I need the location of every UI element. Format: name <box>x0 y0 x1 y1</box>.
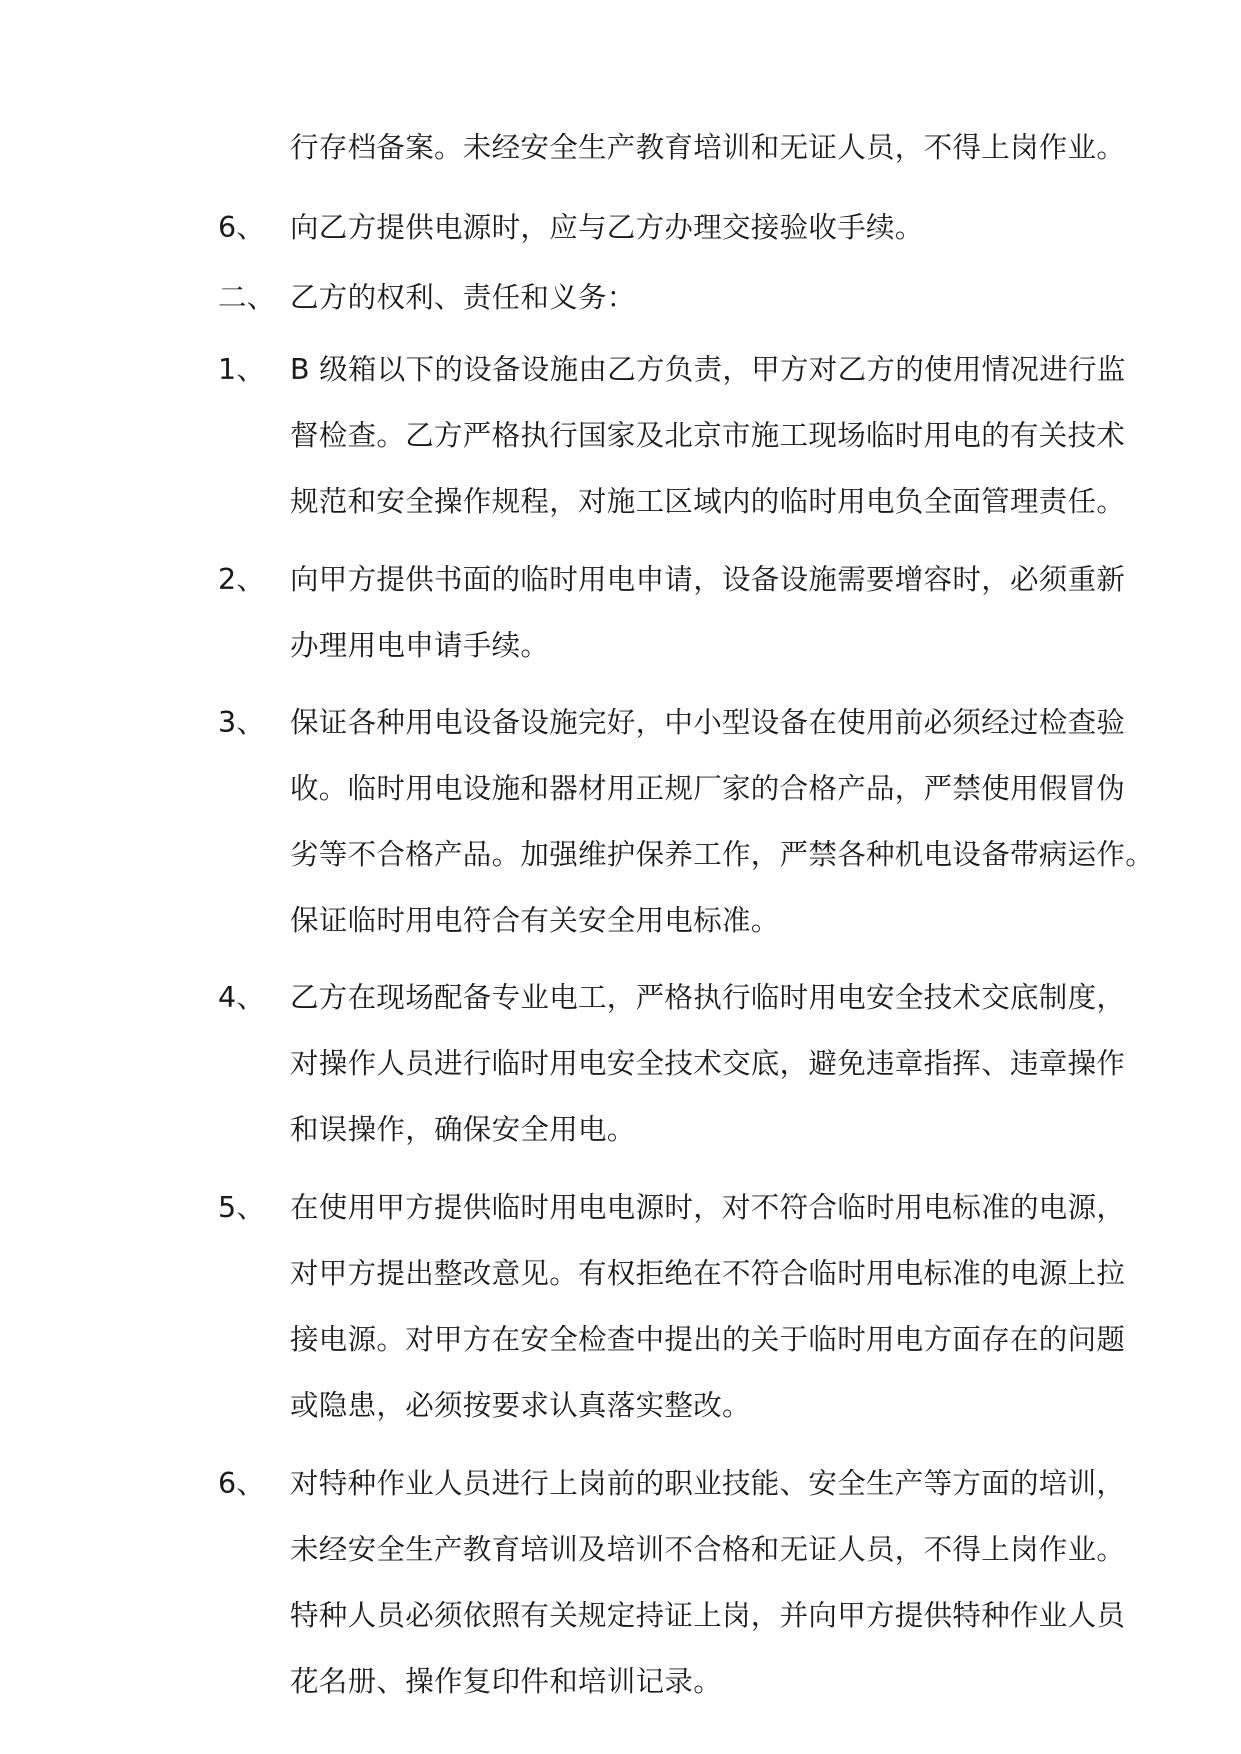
item-number: 5、 <box>218 1191 266 1224</box>
item-text-line: 向甲方提供书面的临时用电申请，设备设施需要增容时，必须重新 <box>290 563 1126 596</box>
item-text-line: 收。临时用电设施和器材用正规厂家的合格产品，严禁使用假冒伪 <box>290 772 1126 805</box>
item-number: 6、 <box>218 1467 266 1500</box>
continuation-line: 行存档备案。未经安全生产教育培训和无证人员，不得上岗作业。 <box>290 131 1126 164</box>
item-number: 3、 <box>218 706 266 739</box>
item-text-line: 对特种作业人员进行上岗前的职业技能、安全生产等方面的培训， <box>290 1467 1126 1500</box>
item-text-line: 特种人员必须依照有关规定持证上岗，并向甲方提供特种作业人员 <box>290 1599 1126 1632</box>
item-text-line: B 级箱以下的设备设施由乙方负责，甲方对乙方的使用情况进行监 <box>290 353 1126 386</box>
item-text-line: 保证各种用电设备设施完好，中小型设备在使用前必须经过检查验 <box>290 706 1126 739</box>
item-number: 4、 <box>218 981 266 1014</box>
section-number: 二、 <box>218 281 276 314</box>
item-text-line: 未经安全生产教育培训及培训不合格和无证人员，不得上岗作业。 <box>290 1533 1126 1566</box>
item-text-line: 乙方在现场配备专业电工，严格执行临时用电安全技术交底制度， <box>290 981 1126 1014</box>
item-text-line: 接电源。对甲方在安全检查中提出的关于临时用电方面存在的问题 <box>290 1323 1126 1356</box>
item-text-line: 对甲方提出整改意见。有权拒绝在不符合临时用电标准的电源上拉 <box>290 1257 1126 1290</box>
item-text-line: 和误操作，确保安全用电。 <box>290 1113 636 1146</box>
item-text-line: 规范和安全操作规程，对施工区域内的临时用电负全面管理责任。 <box>290 485 1126 518</box>
item-number: 6、 <box>218 211 266 244</box>
item-number: 2、 <box>218 563 266 596</box>
item-number: 1、 <box>218 353 266 386</box>
item-text-line: 向乙方提供电源时，应与乙方办理交接验收手续。 <box>290 211 924 244</box>
item-text-line: 在使用甲方提供临时用电电源时，对不符合临时用电标准的电源， <box>290 1191 1126 1224</box>
item-text-line: 花名册、操作复印件和培训记录。 <box>290 1665 723 1698</box>
item-text-line: 办理用电申请手续。 <box>290 629 550 662</box>
section-heading: 乙方的权利、责任和义务： <box>290 281 636 314</box>
item-text-line: 保证临时用电符合有关安全用电标准。 <box>290 904 780 937</box>
item-text-line: 劣等不合格产品。加强维护保养工作，严禁各种机电设备带病运作。 <box>290 838 1155 871</box>
item-text-line: 督检查。乙方严格执行国家及北京市施工现场临时用电的有关技术 <box>290 419 1126 452</box>
item-text-line: 或隐患，必须按要求认真落实整改。 <box>290 1389 751 1422</box>
item-text-line: 对操作人员进行临时用电安全技术交底，避免违章指挥、违章操作 <box>290 1047 1126 1080</box>
